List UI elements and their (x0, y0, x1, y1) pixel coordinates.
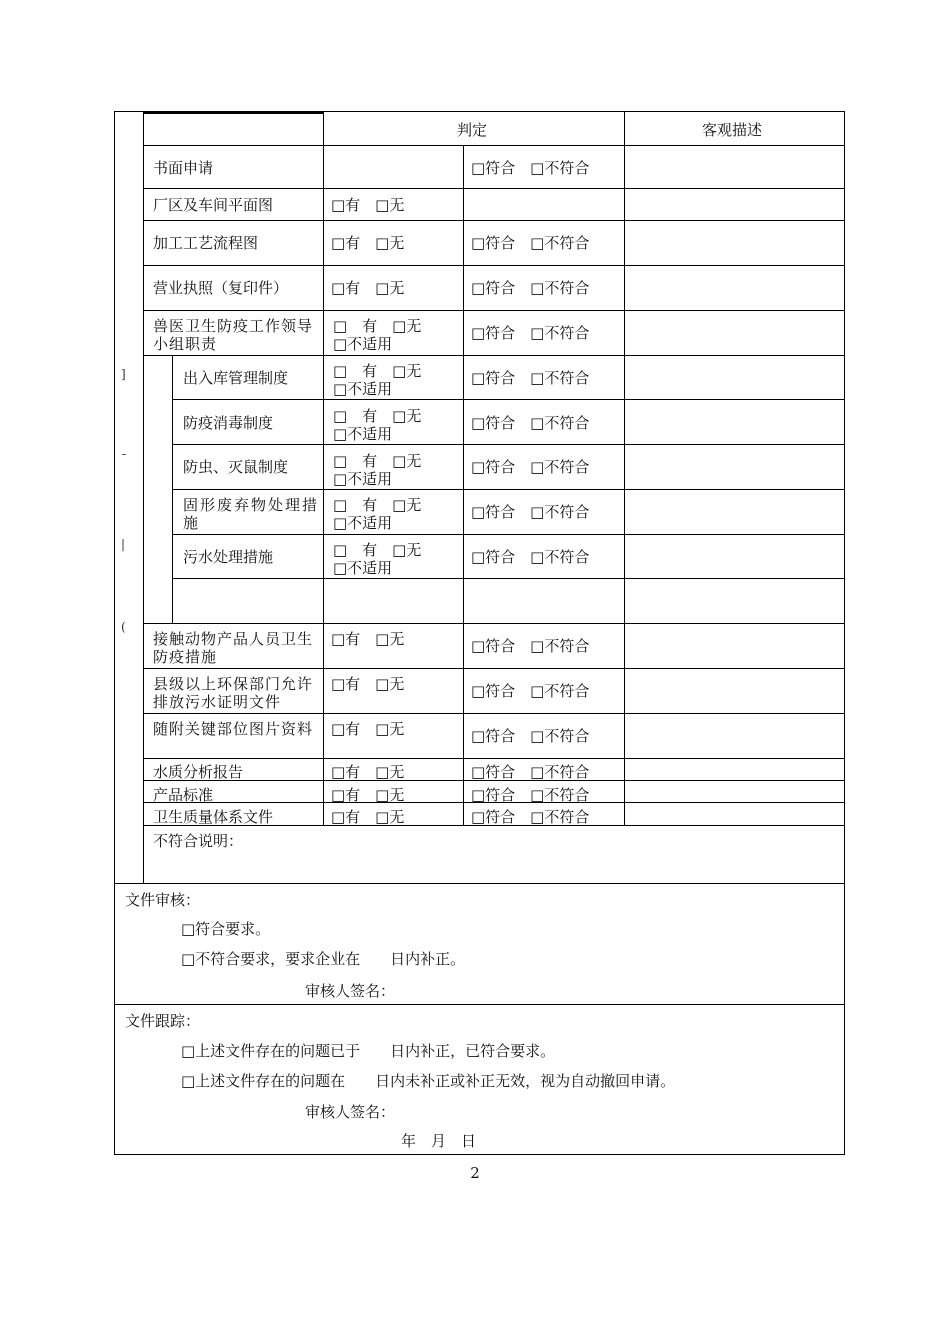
item-column-divider (323, 112, 324, 825)
presence-checkbox-group[interactable]: □ 有 □无 □不适用 (333, 496, 437, 532)
header-thick-line (143, 112, 323, 114)
item-label: 固形废弃物处理措施 (183, 496, 319, 532)
followup-date: 年 月 日 (401, 1132, 477, 1150)
row-line (143, 780, 844, 781)
item-label: 防疫消毒制度 (183, 414, 274, 432)
presence-checkbox-group[interactable]: □ 有 □无 □不适用 (333, 362, 437, 398)
followup-signature: 审核人签名： (305, 1103, 396, 1121)
row-line (172, 578, 844, 579)
row-line (143, 220, 844, 221)
item-label: 加工工艺流程图 (153, 234, 259, 252)
followup-option-withdrawn[interactable]: □上述文件存在的问题在 日内未补正或补正无效，视为自动撤回申请。 (181, 1072, 676, 1090)
judge-checkbox-group[interactable]: □符合 □不符合 (471, 369, 590, 387)
inspection-form (114, 111, 845, 1155)
followup-title: 文件跟踪： (125, 1012, 201, 1030)
judge-checkbox-group[interactable]: □符合 □不符合 (471, 763, 590, 779)
row-line (172, 399, 844, 400)
section-line (115, 883, 844, 884)
row-line (143, 145, 844, 146)
judge-checkbox-group[interactable]: □符合 □不符合 (471, 458, 590, 476)
row-line (143, 825, 844, 826)
side-label-fragment: ( (121, 620, 126, 634)
item-label: 厂区及车间平面图 (153, 196, 274, 214)
item-label: 随附关键部位图片资料 (153, 720, 314, 738)
side-label-fragment: ] (121, 367, 126, 381)
description-column-divider (624, 112, 625, 825)
item-label: 出入库管理制度 (183, 369, 289, 387)
item-label: 书面申请 (153, 159, 214, 177)
row-line (143, 668, 844, 669)
judge-checkbox-group[interactable]: □符合 □不符合 (471, 808, 590, 824)
row-line (143, 623, 844, 624)
row-line (143, 802, 844, 803)
judge-checkbox-group[interactable]: □符合 □不符合 (471, 727, 590, 745)
item-label: 产品标准 (153, 786, 214, 802)
row-line (143, 188, 844, 189)
presence-checkbox-group[interactable]: □ 有 □无 □不适用 (333, 407, 437, 443)
judge-checkbox-group[interactable]: □符合 □不符合 (471, 279, 590, 297)
followup-option-corrected[interactable]: □上述文件存在的问题已于 日内补正，已符合要求。 (181, 1042, 556, 1060)
item-label: 污水处理措施 (183, 548, 274, 566)
item-label: 兽医卫生防疫工作领导小组职责 (153, 317, 314, 353)
presence-checkbox-group[interactable]: □有 □无 (331, 808, 405, 824)
presence-checkbox-group[interactable]: □有 □无 (331, 630, 405, 648)
side-label-fragment: ˉ (121, 452, 127, 466)
presence-checkbox-group[interactable]: □有 □无 (331, 763, 405, 779)
header-judgement: 判定 (457, 121, 488, 139)
page-number: 2 (470, 1164, 480, 1182)
item-label: 接触动物产品人员卫生防疫措施 (153, 630, 314, 666)
nonconformity-label: 不符合说明： (153, 832, 244, 850)
presence-checkbox-group[interactable]: □有 □无 (331, 196, 405, 214)
item-label: 营业执照（复印件） (153, 279, 289, 297)
row-line (172, 444, 844, 445)
item-label: 县级以上环保部门允许排放污水证明文件 (153, 675, 314, 711)
judge-column-divider (463, 145, 464, 825)
review-option-pass[interactable]: □符合要求。 (181, 920, 271, 938)
row-line (143, 355, 844, 356)
presence-checkbox-group[interactable]: □有 □无 (331, 279, 405, 297)
item-label: 卫生质量体系文件 (153, 808, 274, 824)
row-line (143, 265, 844, 266)
item-label: 水质分析报告 (153, 763, 244, 779)
row-line (172, 489, 844, 490)
presence-checkbox-group[interactable]: □有 □无 (331, 234, 405, 252)
review-signature: 审核人签名： (305, 982, 396, 1000)
row-line (172, 534, 844, 535)
review-option-fail[interactable]: □不符合要求，要求企业在 日内补正。 (181, 950, 466, 968)
judge-checkbox-group[interactable]: □符合 □不符合 (471, 548, 590, 566)
judge-checkbox-group[interactable]: □符合 □不符合 (471, 637, 590, 655)
review-title: 文件审核： (125, 891, 201, 909)
judge-checkbox-group[interactable]: □符合 □不符合 (471, 682, 590, 700)
judge-checkbox-group[interactable]: □符合 □不符合 (471, 159, 590, 177)
row-line (143, 310, 844, 311)
judge-checkbox-group[interactable]: □符合 □不符合 (471, 414, 590, 432)
item-label: 防虫、灭鼠制度 (183, 458, 289, 476)
presence-checkbox-group[interactable]: □ 有 □无 □不适用 (333, 317, 437, 353)
presence-checkbox-group[interactable]: □有 □无 (331, 720, 405, 738)
judge-checkbox-group[interactable]: □符合 □不符合 (471, 503, 590, 521)
presence-checkbox-group[interactable]: □有 □无 (331, 786, 405, 802)
left-column-divider (143, 112, 144, 883)
row-line (143, 758, 844, 759)
judge-checkbox-group[interactable]: □符合 □不符合 (471, 324, 590, 342)
header-description: 客观描述 (702, 121, 763, 139)
judge-checkbox-group[interactable]: □符合 □不符合 (471, 234, 590, 252)
presence-checkbox-group[interactable]: □ 有 □无 □不适用 (333, 541, 437, 577)
row-line (143, 713, 844, 714)
presence-checkbox-group[interactable]: □ 有 □无 □不适用 (333, 452, 437, 488)
section-line (115, 1004, 844, 1005)
side-label-fragment: | (121, 537, 126, 551)
presence-checkbox-group[interactable]: □有 □无 (331, 675, 405, 693)
judge-checkbox-group[interactable]: □符合 □不符合 (471, 786, 590, 802)
